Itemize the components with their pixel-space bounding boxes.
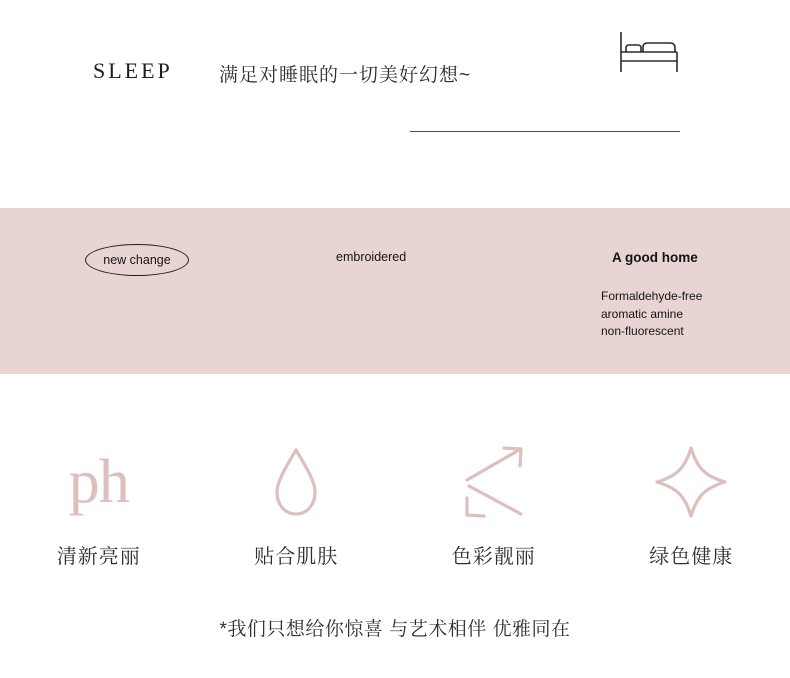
header-tagline: 满足对睡眠的一切美好幻想~ (219, 65, 472, 86)
feature-label: 贴合肌肤 (254, 546, 339, 568)
ph-letter-icon (69, 440, 129, 524)
new-change-badge (85, 244, 189, 276)
a-good-home-title: A good home (612, 250, 698, 265)
double-arrow-diagonal-icon (451, 440, 537, 524)
feature-item-vivid-color (395, 440, 593, 600)
feature-label: 色彩靓丽 (451, 546, 536, 568)
feature-item-skin-friendly (198, 440, 396, 600)
header-section (0, 0, 790, 208)
list-item: non-fluorescent (601, 324, 684, 338)
features-section (0, 440, 790, 600)
four-point-star-icon (651, 440, 731, 524)
footnote-text: *我们只想给你惊喜 与艺术相伴 优雅同在 (219, 619, 571, 640)
water-drop-icon (261, 440, 331, 524)
material-claims-list (601, 288, 702, 341)
brand-wordmark: SLEEP (93, 58, 173, 83)
feature-item-green-health (593, 440, 790, 600)
feature-label: 绿色健康 (649, 546, 734, 568)
list-item: aromatic amine (601, 306, 684, 321)
embroidered-label: embroidered (336, 250, 407, 264)
new-change-badge-label: new change (103, 253, 171, 267)
bed-icon (618, 28, 680, 74)
header-divider (410, 131, 680, 132)
feature-item-fresh-bright (0, 440, 198, 600)
list-item: Formaldehyde-free (601, 289, 703, 303)
feature-label: 清新亮丽 (56, 546, 141, 568)
ph-letter-text: ph (68, 448, 129, 516)
